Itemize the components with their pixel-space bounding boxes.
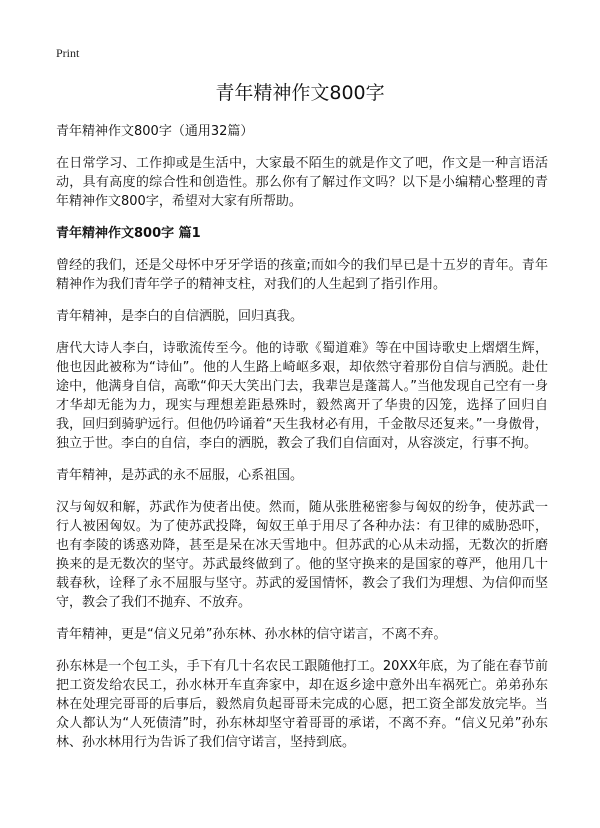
print-link[interactable]: Print	[56, 46, 80, 60]
page-title: 青年精神作文800字	[215, 82, 385, 104]
article-body	[56, 122, 548, 765]
paragraph: 青年精神，是李白的自信洒脱，回归真我。	[56, 309, 304, 324]
paragraph: 青年精神，是苏武的永不屈服，心系祖国。	[56, 468, 304, 483]
paragraph: 汉与匈奴和解，苏武作为使者出使。然而，随从张胜秘密参与匈奴的纷争，使苏武一行人被困匈奴。为了使苏武投降，匈奴王单于用尽了各种办法：有卫律的威胁恐吓，也有李陵的诱惑劝降，甚至是呆在冰天雪地中。但苏武的心从未动摇，无数次的折磨换来的是无数次的坚守。苏武最终做到了。他的坚守换来的是国家的尊严，他用几十载春秋，诠释了永不屈服与坚守。苏武的爱国情怀，教会了我们为理想、为信仰而坚守，教会了我们不抛弃、不放弃。	[56, 500, 548, 610]
intro-paragraph: 在日常学习、工作抑或是生活中，大家最不陌生的就是作文了吧，作文是一种言语活动，具有高度的综合性和创造性。那么你有了解过作文吗？以下是小编精心整理的青年精神作文800字，希望对大家有所帮助。	[56, 156, 548, 209]
paragraph: 青年精神，更是“信义兄弟”孙东林、孙水林的信守诺言，不离不弃。	[56, 627, 447, 642]
section-heading: 青年精神作文800字 篇1	[56, 226, 201, 241]
paragraph: 曾经的我们，还是父母怀中牙牙学语的孩童;而如今的我们早已是十五岁的青年。青年精神作为我们青年学子的精神支柱，对我们的人生起到了指引作用。	[56, 258, 548, 292]
paragraph: 孙东林是一个包工头，手下有几十名农民工跟随他打工。20XX年底，为了能在春节前把工资发给农民工，孙水林开车直奔家中，却在返乡途中意外出车祸死亡。弟弟孙东林在处理完哥哥的后事后，毅然肩负起哥哥未完成的心愿，把工资全部发放完毕。当众人都认为“人死债清”时，孙东林却坚守着哥哥的承诺，不离不弃。“信义兄弟”孙东林、孙水林用行为告诉了我们信守诺言，坚持到底。	[56, 659, 548, 750]
paragraph: 唐代大诗人李白，诗歌流传至今。他的诗歌《蜀道难》等在中国诗歌史上熠熠生辉，他也因此被称为“诗仙”。他的人生路上崎岖多艰，却依然守着那份自信与洒脱。赴仕途中，他满身自信，高歌“仰天大笑出门去，我辈岂是蓬蒿人。”当他发现自己空有一身才华却无能为力，现实与理想差距悬殊时，毅然离开了华贵的囚笼，选择了回归自我，回归到骑驴远行。但他仍吟诵着“天生我材必有用，千金散尽还复来。”一身傲骨，独立于世。李白的自信，李白的洒脱，教会了我们自信面对，从容淡定，行事不拘。	[56, 341, 548, 451]
subtitle: 青年精神作文800字（通用32篇）	[56, 124, 254, 139]
